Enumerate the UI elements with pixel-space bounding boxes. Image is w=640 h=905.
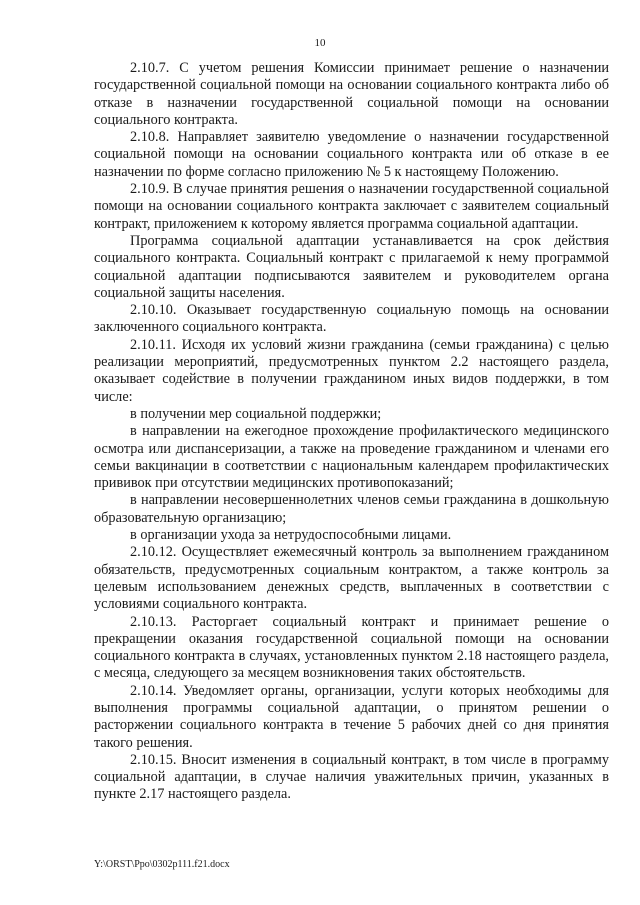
list-item-care: в организации ухода за нетрудоспособными лицами. [130, 527, 452, 544]
paragraph-2-10-14: 2.10.14. Уведомляет органы, организации, услуги которых необходимы для выполнения программы социальной адаптации, о принятом решении о расторжении социального контракта в течение 5 рабочих дней со дня принятия такого решения. [94, 682, 609, 751]
page-number: 10 [314, 37, 326, 49]
paragraph-2-10-15: 2.10.15. Вносит изменения в социальный контракт, в том числе в программу социальной адаптации, в случае наличия уважительных причин, указанных в пункте 2.17 настоящего раздела. [94, 751, 609, 803]
paragraph-2-10-11: 2.10.11. Исходя их условий жизни гражданина (семьи гражданина) с целью реализации мероприятий, предусмотренных пунктом 2.2 настоящего раздела, оказывает содействие в получении гражданином иных видов поддержки, в том числе: [94, 336, 609, 405]
paragraph-2-10-8: 2.10.8. Направляет заявителю уведомление о назначении государственной социальной помощи на основании социального контракта или об отказе в ее назначении по форме согласно приложению № 5 к настоящему Положению. [94, 129, 609, 180]
document-body [94, 60, 609, 804]
list-item-preschool: в направлении несовершеннолетних членов семьи гражданина в дошкольную образовательную организацию; [94, 492, 609, 526]
paragraph-2-10-9: 2.10.9. В случае принятия решения о назначении государственной социальной помощи на основании социального контракта заключает с заявителем социальный контракт, приложением к которому является программа социальной адаптации. [94, 181, 609, 232]
footer-file-path: Y:\ORST\Ppo\0302p111.f21.docx [94, 859, 230, 870]
list-item-medical-checkup: в направлении на ежегодное прохождение профилактического медицинского осмотра или диспансеризации, а также на проведение гражданином и членами его семьи вакцинации в соответствии с национальным календарем профилактических прививок при отсутствии медицинских противопоказаний; [94, 423, 609, 492]
list-item-social-support: в получении мер социальной поддержки; [130, 405, 382, 422]
paragraph-2-10-12: 2.10.12. Осуществляет ежемесячный контроль за выполнением гражданином обязательств, предусмотренных социальным контрактом, а также контроль за целевым использованием денежных средств, выплаченных в соответствии с условиями социального контракта. [94, 544, 609, 613]
paragraph-2-10-13: 2.10.13. Расторгает социальный контракт и принимает решение о прекращении оказания государственной социальной помощи на основании социального контракта в случаях, установленных пунктом 2.18 настоящего раздела, с месяца, следующего за месяцем возникновения таких обстоятельств. [94, 613, 609, 682]
paragraph-adaptation-program: Программа социальной адаптации устанавливается на срок действия социального контракта. Социальный контракт с прилагаемой к нему программой социальной адаптации подписываются заявителем и руководителем органа социальной защиты населения. [94, 232, 609, 301]
paragraph-2-10-7: 2.10.7. С учетом решения Комиссии принимает решение о назначении государственной социальной помощи на основании социального контракта либо об отказе в назначении государственной социальной помощи на основании социального контракта. [94, 60, 609, 128]
paragraph-2-10-10: 2.10.10. Оказывает государственную социальную помощь на основании заключенного социального контракта. [94, 302, 609, 336]
